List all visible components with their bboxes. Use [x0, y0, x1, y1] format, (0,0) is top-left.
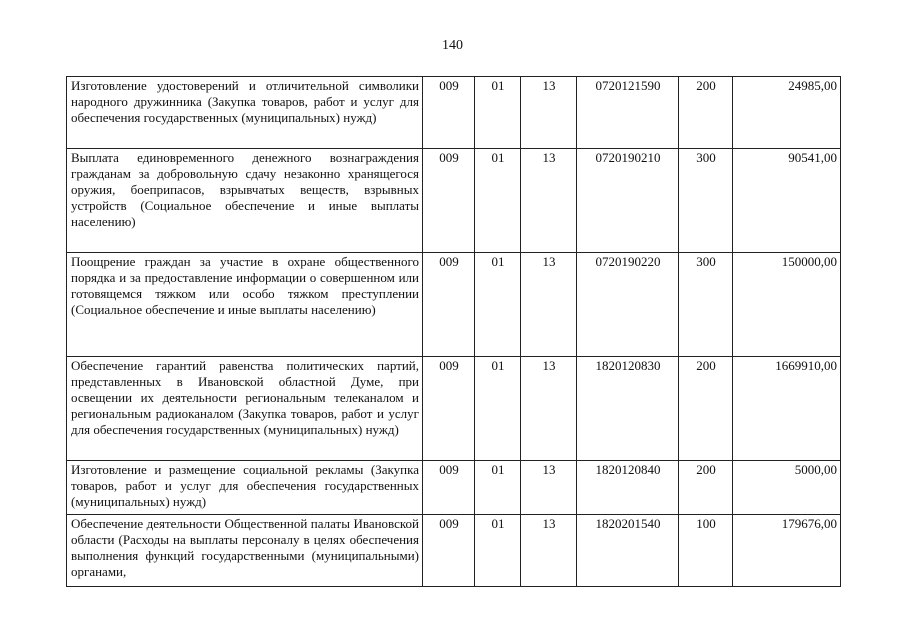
expense-description: Обеспечение деятельности Общественной палаты Ивановской области (Расходы на выплаты персоналу в целях обеспечения выполнения функций государственными (муниципальными) органами,	[67, 515, 423, 587]
expense-type-code: 300	[679, 149, 733, 253]
grbs-code: 009	[423, 253, 475, 357]
budget-table	[66, 76, 841, 587]
section-code: 01	[475, 253, 521, 357]
expense-description: Изготовление удостоверений и отличительной символики народного дружинника (Закупка товаров, работ и услуг для обеспечения государственных (муниципальных) нужд)	[67, 77, 423, 149]
target-article-code: 0720190210	[577, 149, 679, 253]
grbs-code: 009	[423, 461, 475, 515]
table-row	[67, 515, 841, 587]
table-row	[67, 149, 841, 253]
table-row	[67, 253, 841, 357]
target-article-code: 1820120830	[577, 357, 679, 461]
target-article-code: 0720190220	[577, 253, 679, 357]
section-code: 01	[475, 149, 521, 253]
amount: 1669910,00	[733, 357, 841, 461]
target-article-code: 0720121590	[577, 77, 679, 149]
expense-type-code: 100	[679, 515, 733, 587]
subsection-code: 13	[521, 77, 577, 149]
amount: 90541,00	[733, 149, 841, 253]
subsection-code: 13	[521, 515, 577, 587]
grbs-code: 009	[423, 515, 475, 587]
subsection-code: 13	[521, 461, 577, 515]
grbs-code: 009	[423, 149, 475, 253]
amount: 24985,00	[733, 77, 841, 149]
section-code: 01	[475, 461, 521, 515]
expense-type-code: 200	[679, 77, 733, 149]
amount: 179676,00	[733, 515, 841, 587]
section-code: 01	[475, 357, 521, 461]
subsection-code: 13	[521, 357, 577, 461]
grbs-code: 009	[423, 77, 475, 149]
expense-description: Выплата единовременного денежного вознаграждения гражданам за добровольную сдачу незаконно хранящегося оружия, боеприпасов, взрывчатых веществ, взрывных устройств (Социальное обеспечение и иные выплаты населению)	[67, 149, 423, 253]
table-row	[67, 357, 841, 461]
expense-description: Изготовление и размещение социальной рекламы (Закупка товаров, работ и услуг для обеспечения государственных (муниципальных) нужд)	[67, 461, 423, 515]
expense-type-code: 300	[679, 253, 733, 357]
table-row	[67, 77, 841, 149]
target-article-code: 1820120840	[577, 461, 679, 515]
expense-description: Обеспечение гарантий равенства политических партий, представленных в Ивановской областной Думе, при освещении их деятельности региональным телеканалом и региональным радиоканалом (Закупка товаров, работ и услуг для обеспечения государственных (муниципальных) нужд)	[67, 357, 423, 461]
table-row	[67, 461, 841, 515]
expense-type-code: 200	[679, 357, 733, 461]
section-code: 01	[475, 515, 521, 587]
page-number: 140	[442, 38, 463, 53]
section-code: 01	[475, 77, 521, 149]
expense-type-code: 200	[679, 461, 733, 515]
expense-description: Поощрение граждан за участие в охране общественного порядка и за предоставление информации о совершенном или готовящемся тяжком или особо тяжком преступлении (Социальное обеспечение и иные выплаты населению)	[67, 253, 423, 357]
target-article-code: 1820201540	[577, 515, 679, 587]
amount: 5000,00	[733, 461, 841, 515]
subsection-code: 13	[521, 149, 577, 253]
amount: 150000,00	[733, 253, 841, 357]
subsection-code: 13	[521, 253, 577, 357]
grbs-code: 009	[423, 357, 475, 461]
